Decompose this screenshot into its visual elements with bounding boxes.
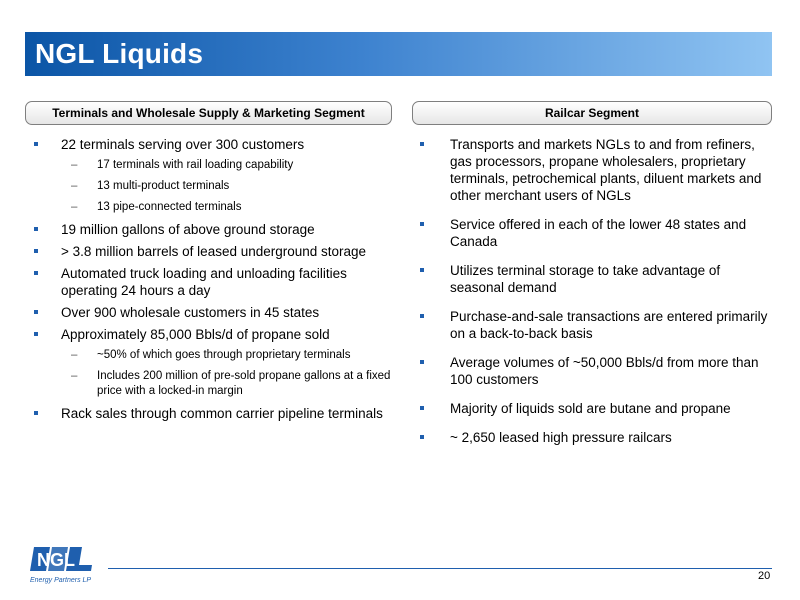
bullet-text: Majority of liquids sold are butane and propane (450, 401, 731, 416)
sub-bullet-list (61, 158, 396, 215)
bullet-square-icon (420, 222, 424, 226)
ngl-logo (30, 545, 102, 585)
bullet-item (420, 354, 772, 388)
bullet-item (420, 216, 772, 250)
dash-icon: – (71, 201, 78, 213)
bullet-square-icon (420, 406, 424, 410)
bullet-square-icon (420, 435, 424, 439)
bullet-text: Over 900 wholesale customers in 45 states (61, 305, 320, 320)
right-bullet-list (420, 136, 772, 446)
bullet-square-icon (420, 360, 424, 364)
dash-icon: – (71, 349, 78, 361)
bullet-item (420, 429, 772, 446)
bullet-square-icon (34, 310, 38, 314)
bullet-text: Transports and markets NGLs to and from refiners, gas processors, propane wholesalers, proprietary terminals, petrochemical plants, diluent markets and other merchant users of NGLs (450, 137, 762, 203)
title-bar (25, 32, 772, 76)
bullet-item (34, 326, 396, 399)
footer-divider (108, 568, 772, 569)
logo-letters: NGL (37, 550, 75, 570)
sub-bullet-item (61, 369, 396, 399)
bullet-text: Average volumes of ~50,000 Bbls/d from more than 100 customers (450, 355, 759, 387)
logo-tagline: Energy Partners LP (30, 577, 92, 584)
sub-bullet-item (61, 200, 396, 215)
bullet-text: Service offered in each of the lower 48 states and Canada (450, 217, 747, 249)
bullet-square-icon (420, 142, 424, 146)
bullet-square-icon (34, 411, 38, 415)
bullet-square-icon (34, 142, 38, 146)
sub-bullet-item (61, 158, 396, 173)
bullet-item (420, 136, 772, 204)
left-column (34, 136, 396, 427)
bullet-text: Utilizes terminal storage to take advantage of seasonal demand (450, 263, 721, 295)
bullet-item (34, 265, 396, 299)
sub-bullet-text: Includes 200 million of pre-sold propane gallons at a fixed price with a locked-in margin (97, 370, 391, 397)
bullet-square-icon (34, 227, 38, 231)
dash-icon: – (71, 180, 78, 192)
dash-icon: – (71, 370, 78, 382)
sub-bullet-item (61, 348, 396, 363)
bullet-item (34, 405, 396, 422)
bullet-text: > 3.8 million barrels of leased underground storage (61, 244, 367, 259)
right-segment-header-label: Railcar Segment (544, 106, 640, 120)
bullet-square-icon (420, 268, 424, 272)
left-segment-header-label: Terminals and Wholesale Supply & Marketing Segment (52, 106, 365, 120)
bullet-square-icon (420, 314, 424, 318)
bullet-text: Automated truck loading and unloading facilities operating 24 hours a day (61, 266, 347, 298)
right-column (420, 136, 772, 458)
left-bullet-list (34, 136, 396, 422)
bullet-item (34, 136, 396, 215)
bullet-text: 19 million gallons of above ground storage (61, 222, 315, 237)
bullet-item (34, 243, 396, 260)
bullet-text: Rack sales through common carrier pipeline terminals (61, 406, 383, 421)
page-title: NGL Liquids (35, 38, 204, 69)
bullet-text: ~ 2,650 leased high pressure railcars (450, 430, 672, 445)
sub-bullet-list (61, 348, 396, 399)
sub-bullet-text: 13 multi-product terminals (97, 180, 230, 192)
bullet-item (34, 304, 396, 321)
bullet-square-icon (34, 332, 38, 336)
bullet-text: Approximately 85,000 Bbls/d of propane sold (61, 327, 330, 342)
bullet-text: 22 terminals serving over 300 customers (61, 137, 305, 152)
sub-bullet-text: 17 terminals with rail loading capability (97, 159, 294, 171)
dash-icon: – (71, 159, 78, 171)
bullet-square-icon (34, 249, 38, 253)
left-segment-header (25, 101, 392, 125)
bullet-item (34, 221, 396, 238)
sub-bullet-text: 13 pipe-connected terminals (97, 201, 242, 213)
bullet-item (420, 308, 772, 342)
bullet-text: Purchase-and-sale transactions are entered primarily on a back-to-back basis (450, 309, 768, 341)
bullet-item (420, 262, 772, 296)
sub-bullet-item (61, 179, 396, 194)
page-number: 20 (758, 570, 771, 582)
bullet-item (420, 400, 772, 417)
bullet-square-icon (34, 271, 38, 275)
right-segment-header (412, 101, 772, 125)
sub-bullet-text: ~50% of which goes through proprietary terminals (97, 349, 351, 361)
